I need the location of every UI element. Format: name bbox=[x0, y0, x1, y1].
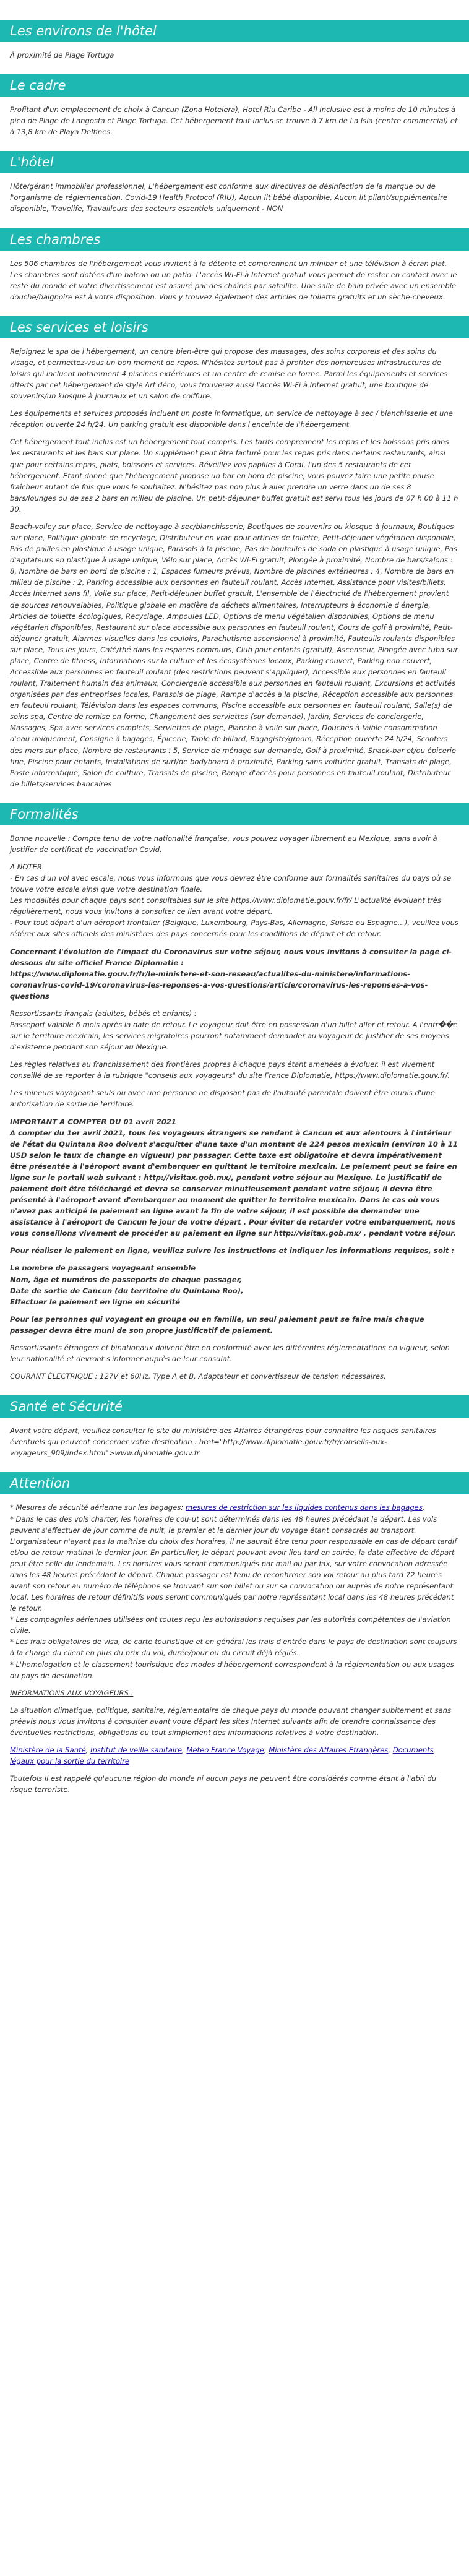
regles-text: Les règles relatives au franchissement des frontières propres à chaque pays étant amenées à évoluer, il est vivement conseillé de se reporter à la rubrique "conseils aux voyageurs" du site France Diplomatie, https://www.diplomatie.gouv.fr/. bbox=[10, 1060, 450, 1080]
liquides-link[interactable]: mesures de restriction sur les liquides contenus dans les bagages bbox=[185, 1503, 423, 1512]
services-paragraph: Cet hébergement tout inclus est un hébergement tout compris. Les tarifs comprennent les repas et les boissons pris dans les restaurants et les bars sur place. Un supplément peut être facturé pour les repas pris dans certains restaurants, ainsi que pour certains repas, plats, boissons et services. Réveillez vos papilles à Coral, l'un des 5 restaurants de cet hébergement. Étant donné que l'hébergement propose un bar en bord de piscine, vous pouvez faire une petite pause fraîcheur autant de fois que vous le souhaitez. N'hésitez pas non plus à aller prendre un verre dans un de ses 8 bars/lounges ou de ses 2 bars en milieu de piscine. Un petit-déjeuner buffet gratuit est servi tous les jours de 07 h 00 à 11 h 30. bbox=[10, 437, 458, 514]
services-paragraph: Les équipements et services proposés incluent un poste informatique, un service de nettoyage à sec / blanchisserie et une réception ouverte 24 h/24. Un parking gratuit est disponible dans l'enceinte de l'hébergement. bbox=[10, 409, 453, 429]
terrorisme-notice: Toutefois il est rappelé qu'aucune région du monde ni aucun pays ne peuvent être considérés comme étant à l'abri du risque terroriste. bbox=[10, 1774, 437, 1794]
info-voyageurs-text: La situation climatique, politique, sanitaire, réglementaire de chaque pays du monde pouvant changer subitement et sans préavis nous vous invitons à consulter avant votre départ les sites Internet suivants afin de prendre connaissance des éventuelles restrictions, obligations ou tout simplement des informations relatives à votre destination. bbox=[10, 1705, 452, 1737]
services-paragraph: Rejoignez le spa de l'hébergement, un centre bien-être qui propose des massages, des soins corporels et des soins du visage, et permettez-vous un bon moment de repos. N'hésitez surtout pas à profiter des nombreuses infrastructures de loisirs qui incluent notamment 4 piscines extérieures et un centre de remise en forme. Parmi les équipements et services offerts par cet hébergement de style Art déco, vous trouverez aussi l'accès Wi-Fi à Internet gratuit, une boutique de souvenirs/un kiosque à journaux et un salon de coiffure. bbox=[10, 347, 448, 401]
paiement-list bbox=[10, 1262, 459, 1307]
environs-heading: Les environs de l'hôtel bbox=[0, 20, 469, 42]
services-heading: Les services et loisirs bbox=[0, 316, 469, 338]
official-links: Ministère de la Santé, Institut de veille sanitaire, Meteo France Voyage, Ministère des Affaires Etrangères, Documents légaux pour la sortie du territoire bbox=[10, 1745, 434, 1766]
ressortissants-text: Passeport valable 6 mois après la date de retour. Le voyageur doit être en possession d'un billet aller et retour. A l'entr��e sur le territoire mexicain, les services migratoires pourront notamment demander au voyageur de justifier de ses moyens d'existence pendant son séjour au Mexique. bbox=[10, 1020, 458, 1052]
famille-text: Pour les personnes qui voyagent en groupe ou en famille, un seul paiement peut se faire mais chaque passager devra être muni de son propre justificatif de paiement. bbox=[10, 1314, 424, 1335]
anoter-modalites: Les modalités pour chaque pays sont consultables sur le site https://www.diplomatie.gouv.fr/fr/ L'actualité évoluant très régulièrement, nous vous invitons à consulter ce lien avant votre départ. bbox=[10, 896, 441, 916]
hotel-heading: L'hôtel bbox=[0, 151, 469, 173]
list-item: Le nombre de passagers voyageant ensemble bbox=[10, 1264, 196, 1273]
link-affaires-etrangeres[interactable]: Ministère des Affaires Etrangères bbox=[269, 1745, 389, 1754]
anoter-label: A NOTER bbox=[10, 862, 42, 871]
mineurs-text: Les mineurs voyageant seuls ou avec une personne ne disposant pas de l'autorité parentale doivent être munis d'une autorisation de sortie de territoire. bbox=[10, 1088, 435, 1109]
covid-notice: Concernant l'évolution de l'impact du Coronavirus sur votre séjour, nous vous invitons à consulter la page ci-dessous du site officiel France Diplomatie : bbox=[10, 947, 452, 967]
ressortissants-label: Ressortissants français (adultes, bébés et enfants) : bbox=[10, 1009, 197, 1018]
environs-section bbox=[0, 20, 469, 61]
chambres-heading: Les chambres bbox=[0, 228, 469, 251]
binationaux-label: Ressortissants étrangers et binationaux bbox=[10, 1343, 153, 1352]
list-item: Effectuer le paiement en ligne en sécurité bbox=[10, 1297, 181, 1306]
binationaux-text: doivent être en conformité avec les différentes réglementations en vigueur, selon leur nationalité et devront s'informer auprès de leur consulat. bbox=[10, 1343, 450, 1364]
important-text: A compter du 1er avril 2021, tous les voyageurs étrangers se rendant à Cancun et aux alentours à l'intérieur de l'état du Quintana Roo doivent s'acquitter d'une taxe d'un montant de 224 pesos mexicain (environ 10 à 11 USD selon le taux de change en vigueur) par passager. Cette taxe est obligatoire et devra impérativement être présentée à l'aéroport avant d'embarquer en quittant le territoire mexicain. Le paiement peut se faire en ligne sur le portail web suivant : http://visitax.gob.mx/, pendant votre séjour au Mexique. Le justificatif de paiement doit être téléchargé et devra se conserver minutieusement pendant votre séjour, il devra être présenté à l'aéroport avant d'embarquer au moment de quitter le territoire mexicain. Dans le cas où vous n'avez pas anticipé le paiement en ligne avant la fin de votre séjour, il est possible de demander une assistance à l'aéroport de Cancun le jour de votre départ . Pour éviter de retarder votre embarquement, nous vous conseillons vivement de procéder au paiement en ligne sur http://visitax.gob.mx/ , pendant votre séjour. bbox=[10, 1128, 458, 1238]
chambres-section bbox=[0, 228, 469, 303]
formalites-section bbox=[0, 803, 469, 1382]
important-title: IMPORTANT A COMPTER DU 01 avril 2021 bbox=[10, 1117, 177, 1126]
bagages-notice bbox=[10, 1502, 459, 1513]
binationaux-paragraph bbox=[10, 1342, 459, 1364]
amenities-list: Beach-volley sur place, Service de nettoyage à sec/blanchisserie, Boutiques de souvenirs ou kiosque à journaux, Boutiques sur place, Politique globale de recyclage, Distributeur en vrac pour articles de toilette, Petit-déjeuner végétarien disponible, Pas de pailles en plastique à usage unique, Parasols à la piscine, Pas de bouteilles de soda en plastique à usage unique, Pas d'agitateurs en plastique à usage unique, Vélo sur place, Accès Wi-Fi gratuit, Plongée à proximité, Nombre de bars/salons : 8, Nombre de bars en bord de piscine : 1, Espaces fumeurs prévus, Nombre de piscines extérieures : 4, Nombre de bars en milieu de piscine : 2, Parking accessible aux personnes en fauteuil roulant, Accès Internet, Assistance pour visites/billets, Accès Internet sans fil, Voile sur place, Petit-déjeuner buffet gratuit, L'ensemble de l'électricité de l'hébergement provient de sources renouvelables, Politique globale en matière de déchets alimentaires, Interrupteurs à économie d'énergie, Articles de toilette écologiques, Recyclage, Ampoules LED, Options de menu végétalien disponibles, Options de menu végétarien disponibles, Restaurant sur place accessible aux personnes en fauteuil roulant, Cours de golf à proximité, Petit-déjeuner gratuit, Alarmes visuelles dans les couloirs, Parachutisme ascensionnel à proximité, Fauteuils roulants disponibles sur place, Tous les jours, Café/thé dans les espaces communs, Club pour enfants (gratuit), Ascenseur, Plongée avec tuba sur place, Centre de fitness, Informations sur la culture et les écosystèmes locaux, Parking couvert, Parking non couvert, Accessible aux personnes en fauteuil roulant (des restrictions peuvent s'appliquer), Accessible aux personnes en fauteuil roulant, Traitement humain des animaux, Conciergerie accessible aux personnes en fauteuil roulant, Excursions et activités organisées par des entreprises locales, Parasols de plage, Rampe d'accès à la piscine, Réception accessible aux personnes en fauteuil roulant, Télévision dans les espaces communs, Piscine accessible aux personnes en fauteuil roulant, Salle(s) de soins spa, Centre de remise en forme, Changement des serviettes (sur demande), Jardin, Services de conciergerie, Massages, Spa avec services complets, Serviettes de plage, Planche à voile sur place, Douches à faible consommation d'eau uniquement, Consigne à bagages, Épicerie, Table de billard, Bagagiste/groom, Réception ouverte 24 h/24, Scooters des mers sur place, Nombre de restaurants : 5, Service de ménage sur demande, Golf à proximité, Snack-bar et/ou épicerie fine, Piscine pour enfants, Installations de surf/de bodyboard à proximité, Parking sans voiturier gratuit, Transats de plage, Poste informatique, Salon de coiffure, Transats de piscine, Rampe d'accès pour personnes en fauteuil roulant, Distributeur de billets/services bancaires bbox=[10, 522, 458, 788]
charter-notice: * Dans le cas des vols charter, les horaires de cou-ut sont déterminés dans les 48 heures précédant le départ. Les vols peuvent s'effectuer de jour comme de nuit, le premier et le dernier jour du voyage étant consacrés au transport. L'organisateur n'ayant pas la maîtrise du choix des horaires, il ne saurait être tenu pour responsable en cas de départ tardif et/ou de retour matinal le dernier jour. En particulier, le départ pouvant avoir lieu tard en soirée, la date effective de départ peut être celle du lendemain. Les horaires vous seront communiqués par mail ou par fax, sur votre convocation adressée dans les 48 heures précédant le départ. Chaque passager est tenu de reconfirmer son vol retour au plus tard 72 heures avant son retour au numéro de téléphone se trouvant sur son billet ou sur sa convocation ou auprès de notre représentant local. Les horaires de retour définitifs vous seront communiqués par notre représentant local dans les 48 heures précédant le retour. bbox=[10, 1514, 457, 1613]
courant-text: COURANT ÉLECTRIQUE : 127V et 60Hz. Type A et B. Adaptateur et convertisseur de tension nécessaires. bbox=[10, 1372, 386, 1381]
covid-link[interactable]: https://www.diplomatie.gouv.fr/fr/le-ministere-et-son-reseau/actualites-du-ministere/informations-coronavirus-covid-19/coronavirus-les-reponses-a-vos-questions/article/coronavirus-les-reponses-a-vos-questions bbox=[10, 969, 428, 1001]
sante-section bbox=[0, 1395, 469, 1458]
homologation-notice: * L'homologation et le classement touristique des modes d'hébergement correspondent à la réglementation ou aux usages du pays de destination. bbox=[10, 1660, 454, 1680]
environs-text: À proximité de Plage Tortuga bbox=[10, 51, 114, 59]
hotel-text: Hôte/gérant immobilier professionnel, L'hébergement est conforme aux directives de désinfection de la marque ou de l'organisme de réglementation. Covid-19 Health Protocol (RIU), Aucun lit bébé disponible, Aucun lit pliant/supplémentaire disponible, Travelife, Travailleurs des secteurs essentiels uniquement - NON bbox=[10, 182, 448, 213]
frais-notice: * Les frais obligatoires de visa, de carte touristique et en général les frais d'entrée dans le pays de destination sont toujours à la charge du client en plus du prix du vol, durée/pour ou du circuit déjà réglés. bbox=[10, 1637, 457, 1658]
link-documents-legaux[interactable]: Documents légaux pour la sortie du territoire bbox=[10, 1745, 434, 1766]
link-meteo-france[interactable]: Meteo France Voyage bbox=[186, 1745, 264, 1754]
link-ministere-sante[interactable]: Ministère de la Santé bbox=[10, 1745, 86, 1754]
anoter-frontalier: - Pour tout départ d'un aéroport frontalier (Belgique, Luxembourg, Pays-Bas, Allemagne, Suisse ou Espagne...), veuillez vous référer aux sites officiels des ministères des pays concernés pour les conditions de départ et de retour. bbox=[10, 918, 458, 939]
attention-heading: Attention bbox=[0, 1472, 469, 1494]
cadre-section bbox=[0, 74, 469, 137]
list-item: Nom, âge et numéros de passeports de chaque passager, bbox=[10, 1275, 243, 1284]
paiement-instructions: Pour réaliser le paiement en ligne, veuillez suivre les instructions et indiquer les informations requises, soit : bbox=[10, 1246, 455, 1256]
info-voyageurs-label: INFORMATIONS AUX VOYAGEURS : bbox=[10, 1688, 134, 1697]
hotel-section bbox=[0, 151, 469, 214]
formalites-intro: Bonne nouvelle : Compte tenu de votre nationalité française, vous pouvez voyager librement au Mexique, sans avoir à justifier de certificat de vaccination Covid. bbox=[10, 834, 437, 854]
formalites-heading: Formalités bbox=[0, 803, 469, 825]
anoter-escale: - En cas d'un vol avec escale, nous vous informons que vous devrez être conforme aux formalités sanitaires du pays où se trouve votre escale ainsi que votre destination finale. bbox=[10, 874, 452, 894]
sante-text: Avant votre départ, veuillez consulter le site du ministère des Affaires étrangères pour connaître les risques sanitaires éventuels qui peuvent concerner votre destination : href="http://www.diplomatie.gouv.fr/fr/conseils-aux-voyageurs_909/index.html">www.diplomatie.gouv.fr bbox=[10, 1426, 436, 1458]
cadre-heading: Le cadre bbox=[0, 74, 469, 97]
sante-heading: Santé et Sécurité bbox=[0, 1395, 469, 1418]
compagnies-notice: * Les compagnies aériennes utilisées ont toutes reçu les autorisations requises par les autorités compétentes de l'aviation civile. bbox=[10, 1615, 451, 1635]
cadre-text: Profitant d'un emplacement de choix à Cancun (Zona Hotelera), Hotel Riu Caribe - All Inclusive est à moins de 10 minutes à pied de Plage de Langosta et Plage Tortuga. Cet hébergement tout inclus se trouve à 7 km de La Isla (centre commercial) et à 13,8 km de Playa Delfines. bbox=[10, 105, 458, 137]
list-item: Date de sortie de Cancun (du territoire du Quintana Roo), bbox=[10, 1286, 244, 1295]
bagages-suffix: . bbox=[422, 1503, 425, 1512]
attention-section bbox=[0, 1472, 469, 1795]
link-veille-sanitaire[interactable]: Institut de veille sanitaire bbox=[90, 1745, 182, 1754]
chambres-text: Les 506 chambres de l'hébergement vous invitent à la détente et comprennent un minibar et une télévision à écran plat. Les chambres sont dotées d'un balcon ou un patio. L'accès Wi-Fi à Internet gratuit vous permet de rester en contact avec le reste du monde et votre divertissement est assuré par des chaînes par satellite. Une salle de bain privée avec un ensemble douche/baignoire est à votre disposition. Vous y trouvez également des articles de toilette gratuits et un sèche-cheveux. bbox=[10, 259, 457, 301]
services-section bbox=[0, 316, 469, 790]
bagages-prefix: * Mesures de sécurité aérienne sur les bagages: bbox=[10, 1503, 186, 1512]
